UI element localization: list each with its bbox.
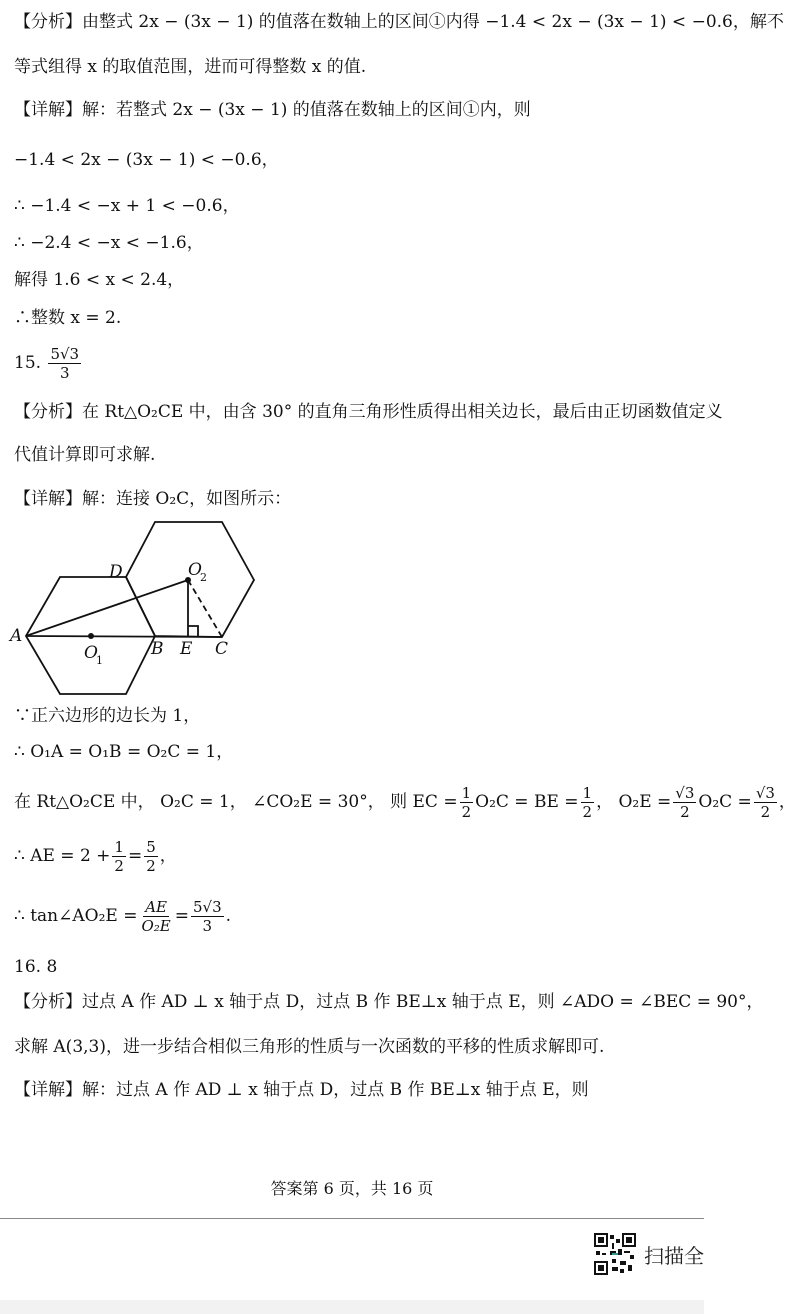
scan-bar[interactable] <box>594 1232 704 1276</box>
analysis-14: 【分析】由整式 2x − (3x − 1) 的值落在数轴上的区间①内得 −1.4 < 2x − (3x − 1) < −0.6，解不 <box>14 12 784 32</box>
analysis-15-cont: 代值计算即可求解. <box>14 445 156 465</box>
scan-label[interactable]: 扫描全 <box>644 1243 704 1268</box>
fraction-half-1: $\frac{1}{2}$ <box>461 784 472 821</box>
solution-range: 解得 1.6 < x < 2.4， <box>14 270 185 290</box>
analysis-16: 【分析】过点 A 作 AD ⊥ x 轴于点 D，过点 B 作 BE⊥x 轴于点 E，则 ∠ADO = ∠BEC = 90°， <box>14 992 764 1012</box>
fraction-5sqrt3-over-3: $\frac{5√3}{3}$ <box>192 898 222 935</box>
fraction-sqrt3-half-2: $\frac{√3}{2}$ <box>755 784 775 821</box>
label-b: B <box>151 639 164 659</box>
analysis-15: 【分析】在 Rt△O₂CE 中，由含 30° 的直角三角形性质得出相关边长，最后由正切函数值定义 <box>14 402 723 422</box>
page-footer: 答案第 6 页，共 16 页 <box>270 1179 434 1198</box>
point-o1 <box>88 633 94 639</box>
fraction-half-2: $\frac{1}{2}$ <box>582 784 593 821</box>
label-c: C <box>215 639 229 659</box>
fraction-ae-over-o2e: $\frac{AE}{\text{O₂E}}$ <box>141 898 171 935</box>
answer-15-fraction: $\frac{5√3}{3}$ <box>50 345 80 382</box>
right-angle-marker <box>188 626 198 636</box>
answer-15 <box>14 345 690 382</box>
analysis-14-cont: 等式组得 x 的取值范围，进而可得整数 x 的值. <box>14 57 367 77</box>
inequality-1: −1.4 < 2x − (3x − 1) < −0.6， <box>14 150 279 170</box>
fraction-half-3: $\frac{1}{2}$ <box>114 838 124 875</box>
ae-length: ∴ AE = 2 + $\frac{1}{2}$ = $\frac{5}{2}$ ， <box>14 838 177 875</box>
inequality-3: ∴ −2.4 < −x < −1.6， <box>14 233 204 253</box>
label-o2: O <box>188 560 202 580</box>
line-a-c <box>26 636 222 637</box>
label-o1-sub: 1 <box>96 654 103 667</box>
footer-divider <box>0 1218 704 1219</box>
integer-x: ∴整数 x = 2. <box>14 308 122 328</box>
fraction-five-halves: $\frac{5}{2}$ <box>146 838 156 875</box>
label-o2-sub: 2 <box>200 571 207 584</box>
line-o2-c-dashed <box>188 580 222 637</box>
detail-14-intro: 【详解】解：若整式 2x − (3x − 1) 的值落在数轴上的区间①内，则 <box>14 100 531 120</box>
qr-code-icon[interactable] <box>594 1233 636 1275</box>
right-triangle-relations: 在 Rt△O₂CE 中， O₂C = 1， ∠CO₂E = 30°， 则 EC = $\frac{1}{2}$ O₂C = BE = $\frac{1}{2}$ ， O₂E = $\frac{√3}{2}$ O₂C = $\frac{√3}{2}$ ， <box>14 784 796 821</box>
fraction-sqrt3-half-1: $\frac{√3}{2}$ <box>675 784 695 821</box>
label-d: D <box>109 562 123 582</box>
label-o1: O <box>84 643 98 663</box>
bottom-strip <box>0 1300 704 1314</box>
inequality-2: ∴ −1.4 < −x + 1 < −0.6， <box>14 196 240 216</box>
hexagon-figure <box>8 520 278 700</box>
analysis-16-cont: 求解 A(3,3)，进一步结合相似三角形的性质与一次函数的平移的性质求解即可. <box>14 1037 605 1057</box>
hexagon-side-length: ∵正六边形的边长为 1， <box>14 706 201 726</box>
label-a: A <box>10 626 23 646</box>
label-e: E <box>180 639 193 659</box>
answer-16: 16. 8 <box>14 957 58 977</box>
question-number-15: 15. <box>14 353 42 373</box>
equal-segments: ∴ O₁A = O₁B = O₂C = 1， <box>14 742 234 762</box>
tangent-result: ∴ tan∠AO₂E = $\frac{AE}{\text{O₂E}}$ = $\frac{5√3}{3}$ . <box>14 898 232 935</box>
detail-16-intro: 【详解】解：过点 A 作 AD ⊥ x 轴于点 D，过点 B 作 BE⊥x 轴于点 E，则 <box>14 1080 589 1100</box>
line-a-o2 <box>26 580 188 636</box>
detail-15-intro: 【详解】解：连接 O₂C，如图所示： <box>14 489 292 509</box>
